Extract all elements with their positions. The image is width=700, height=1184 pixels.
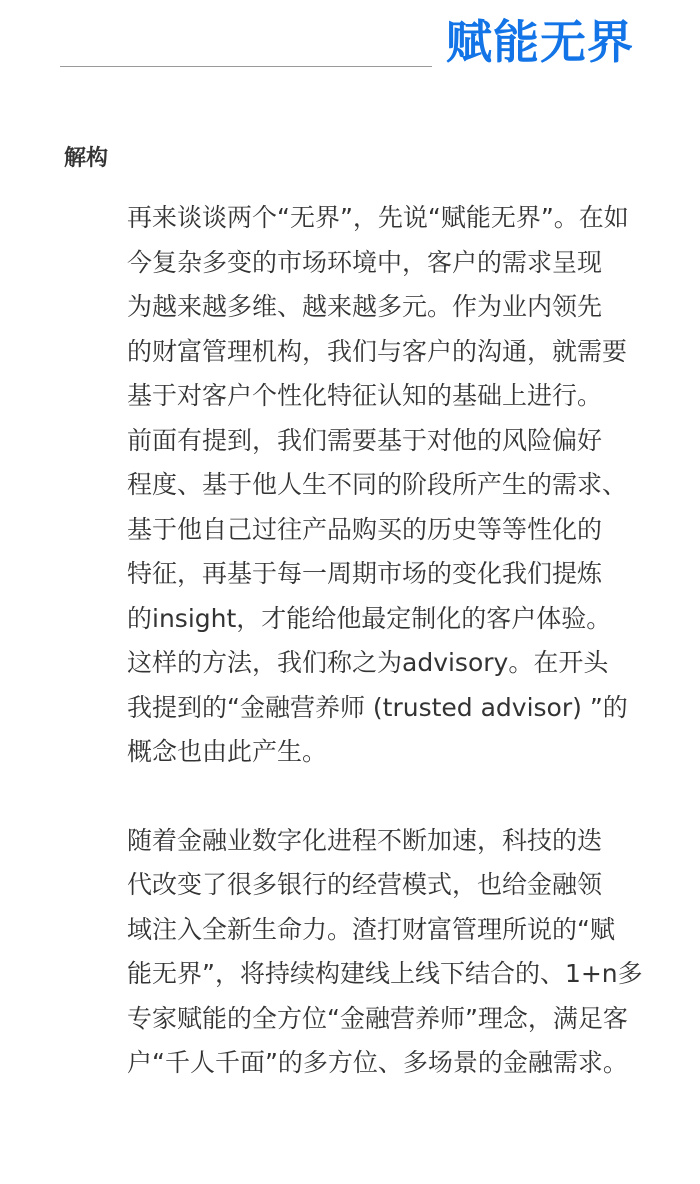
text-line: 随着金融业数字化进程不断加速，科技的迭 <box>127 825 603 855</box>
text-line: 的财富管理机构，我们与客户的沟通，就需要 <box>127 336 628 366</box>
text-line: 基于对客户个性化特征认知的基础上进行。 <box>127 381 603 410</box>
text-line: 的insight，才能给他最定制化的客户体验。 <box>127 603 612 633</box>
article-body <box>127 196 643 1086</box>
text-line: 专家赋能的全方位“金融营养师”理念，满足客 <box>127 1003 628 1033</box>
text-line: 再来谈谈两个“无界”，先说“赋能无界”。在如 <box>127 203 629 232</box>
text-line: 概念也由此产生。 <box>127 737 328 766</box>
text-line: 程度、基于他人生不同的阶段所产生的需求、 <box>127 470 628 499</box>
section-heading: 解构 <box>64 146 109 171</box>
paragraph-2 <box>127 819 643 1086</box>
header-divider <box>60 66 432 67</box>
paragraph-1 <box>127 196 639 775</box>
text-line: 我提到的“金融营养师 (trusted advisor) ”的 <box>127 692 628 722</box>
text-line: 今复杂多变的市场环境中，客户的需求呈现 <box>127 247 603 277</box>
text-line: 代改变了很多银行的经营模式，也给金融领 <box>127 870 603 899</box>
text-line: 特征，再基于每一周期市场的变化我们提炼 <box>127 559 603 588</box>
page-header <box>0 0 700 90</box>
text-line: 能无界”，将持续构建线上线下结合的、1+n多 <box>127 959 643 988</box>
paragraph-spacer <box>127 775 639 819</box>
header-title: 赋能无界 <box>446 15 634 69</box>
text-line: 域注入全新生命力。渣打财富管理所说的“赋 <box>127 914 615 944</box>
text-line: 前面有提到，我们需要基于对他的风险偏好 <box>127 425 603 455</box>
text-line: 户“千人千面”的多方位、多场景的金融需求。 <box>127 1048 628 1077</box>
text-line: 基于他自己过往产品购买的历史等等性化的 <box>127 514 603 544</box>
text-line: 这样的方法，我们称之为advisory。在开头 <box>127 648 609 677</box>
text-line: 为越来越多维、越来越多元。作为业内领先 <box>127 292 603 321</box>
